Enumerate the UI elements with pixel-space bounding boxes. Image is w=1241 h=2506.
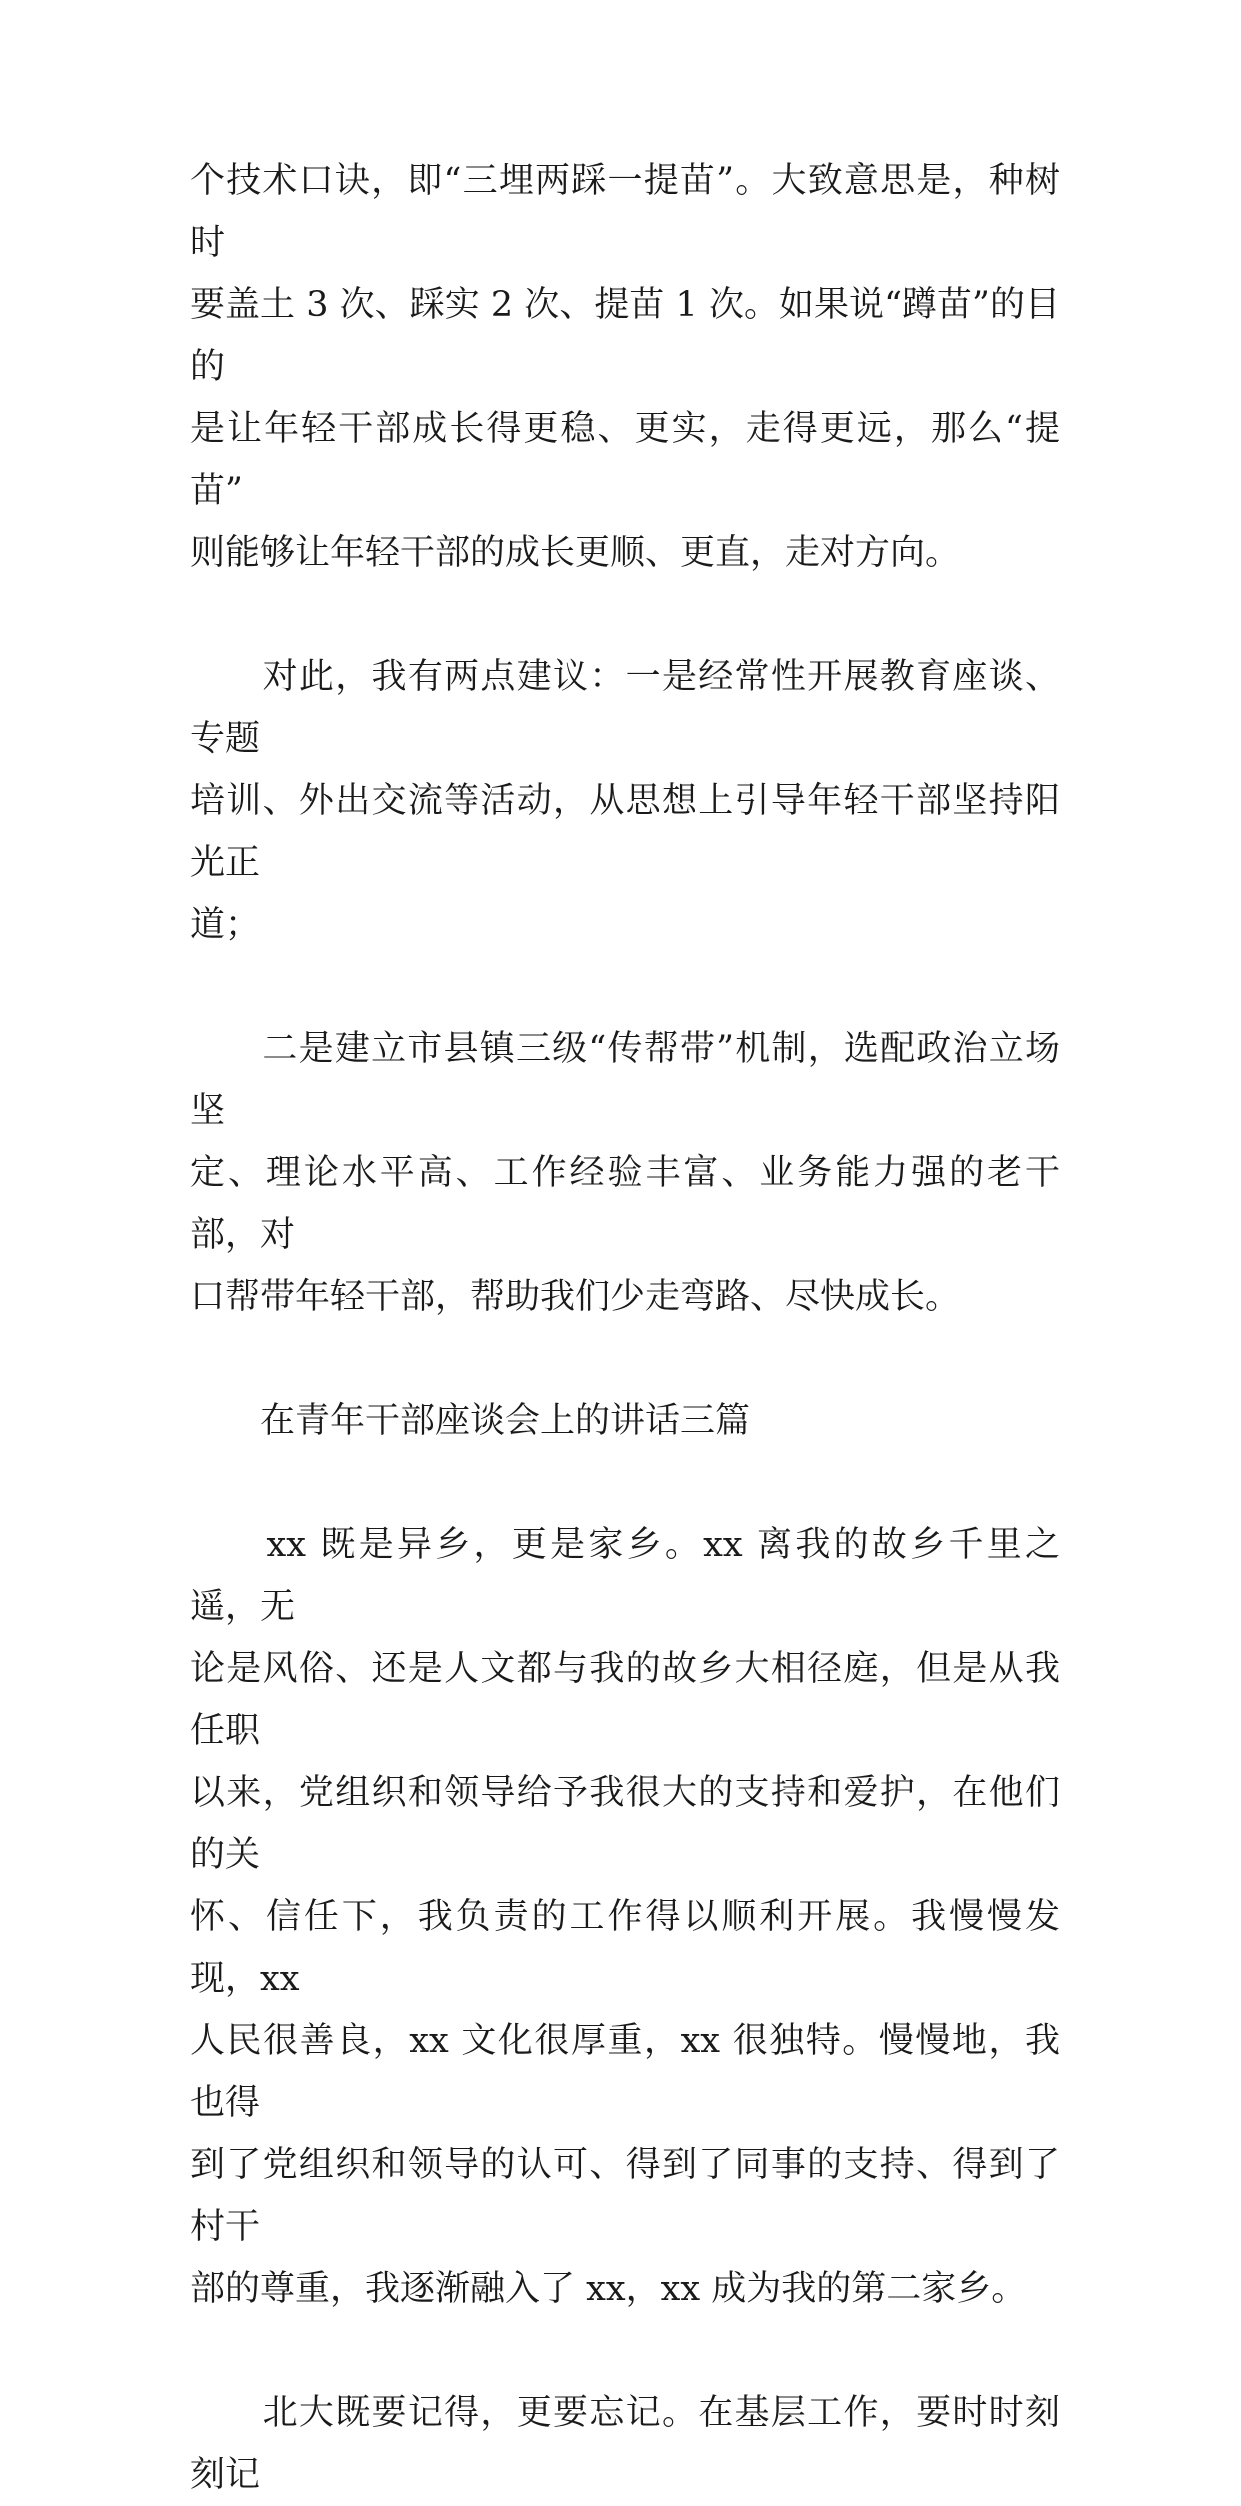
paragraph-4: xx 既是异乡，更是家乡。xx 离我的故乡千里之遥，无 论是风俗、还是人文都与我的故乡大相径庭，但是从我任职 以来，党组织和领导给予我很大的支持和爱护，在他们的关 怀、信任下，我负责的工作得以顺利开展。我慢慢发现，xx 人民很善良，xx 文化很厚重，xx 很独特。慢慢地，我也得 到了党组织和领导的认可、得到了同事的支持、得到了村干 部的尊重，我逐渐融入了 xx，xx 成为我的第二家乡。 (190, 1525, 1060, 2309)
paragraph-spacer (190, 584, 1060, 646)
paragraph-spacer (190, 1328, 1060, 1390)
paragraph-1: 个技术口诀，即“三埋两踩一提苗”。大致意思是，种树时 要盖土 3 次、踩实 2 次、提苗 1 次。如果说“蹲苗”的目的 是让年轻干部成长得更稳、更实，走得更远，那么“提苗” 则能够让年轻干部的成长更顺、更直，走对方向。 (190, 161, 1060, 573)
paragraph-5: 北大既要记得，更要忘记。在基层工作，要时时刻刻记 (190, 2393, 1060, 2495)
document-body (190, 150, 1060, 2506)
paragraph-spacer (190, 956, 1060, 1018)
paragraph-spacer (190, 2320, 1060, 2382)
paragraph-3: 二是建立市县镇三级“传帮带”机制，选配政治立场坚 定、理论水平高、工作经验丰富、业务能力强的老干部，对 口帮带年轻干部，帮助我们少走弯路、尽快成长。 (190, 1029, 1060, 1317)
paragraph-spacer (190, 1452, 1060, 1514)
section-heading: 在青年干部座谈会上的讲话三篇 (190, 1401, 751, 1441)
paragraph-2: 对此，我有两点建议：一是经常性开展教育座谈、专题 培训、外出交流等活动，从思想上引导年轻干部坚持阳光正 道； (190, 657, 1060, 945)
